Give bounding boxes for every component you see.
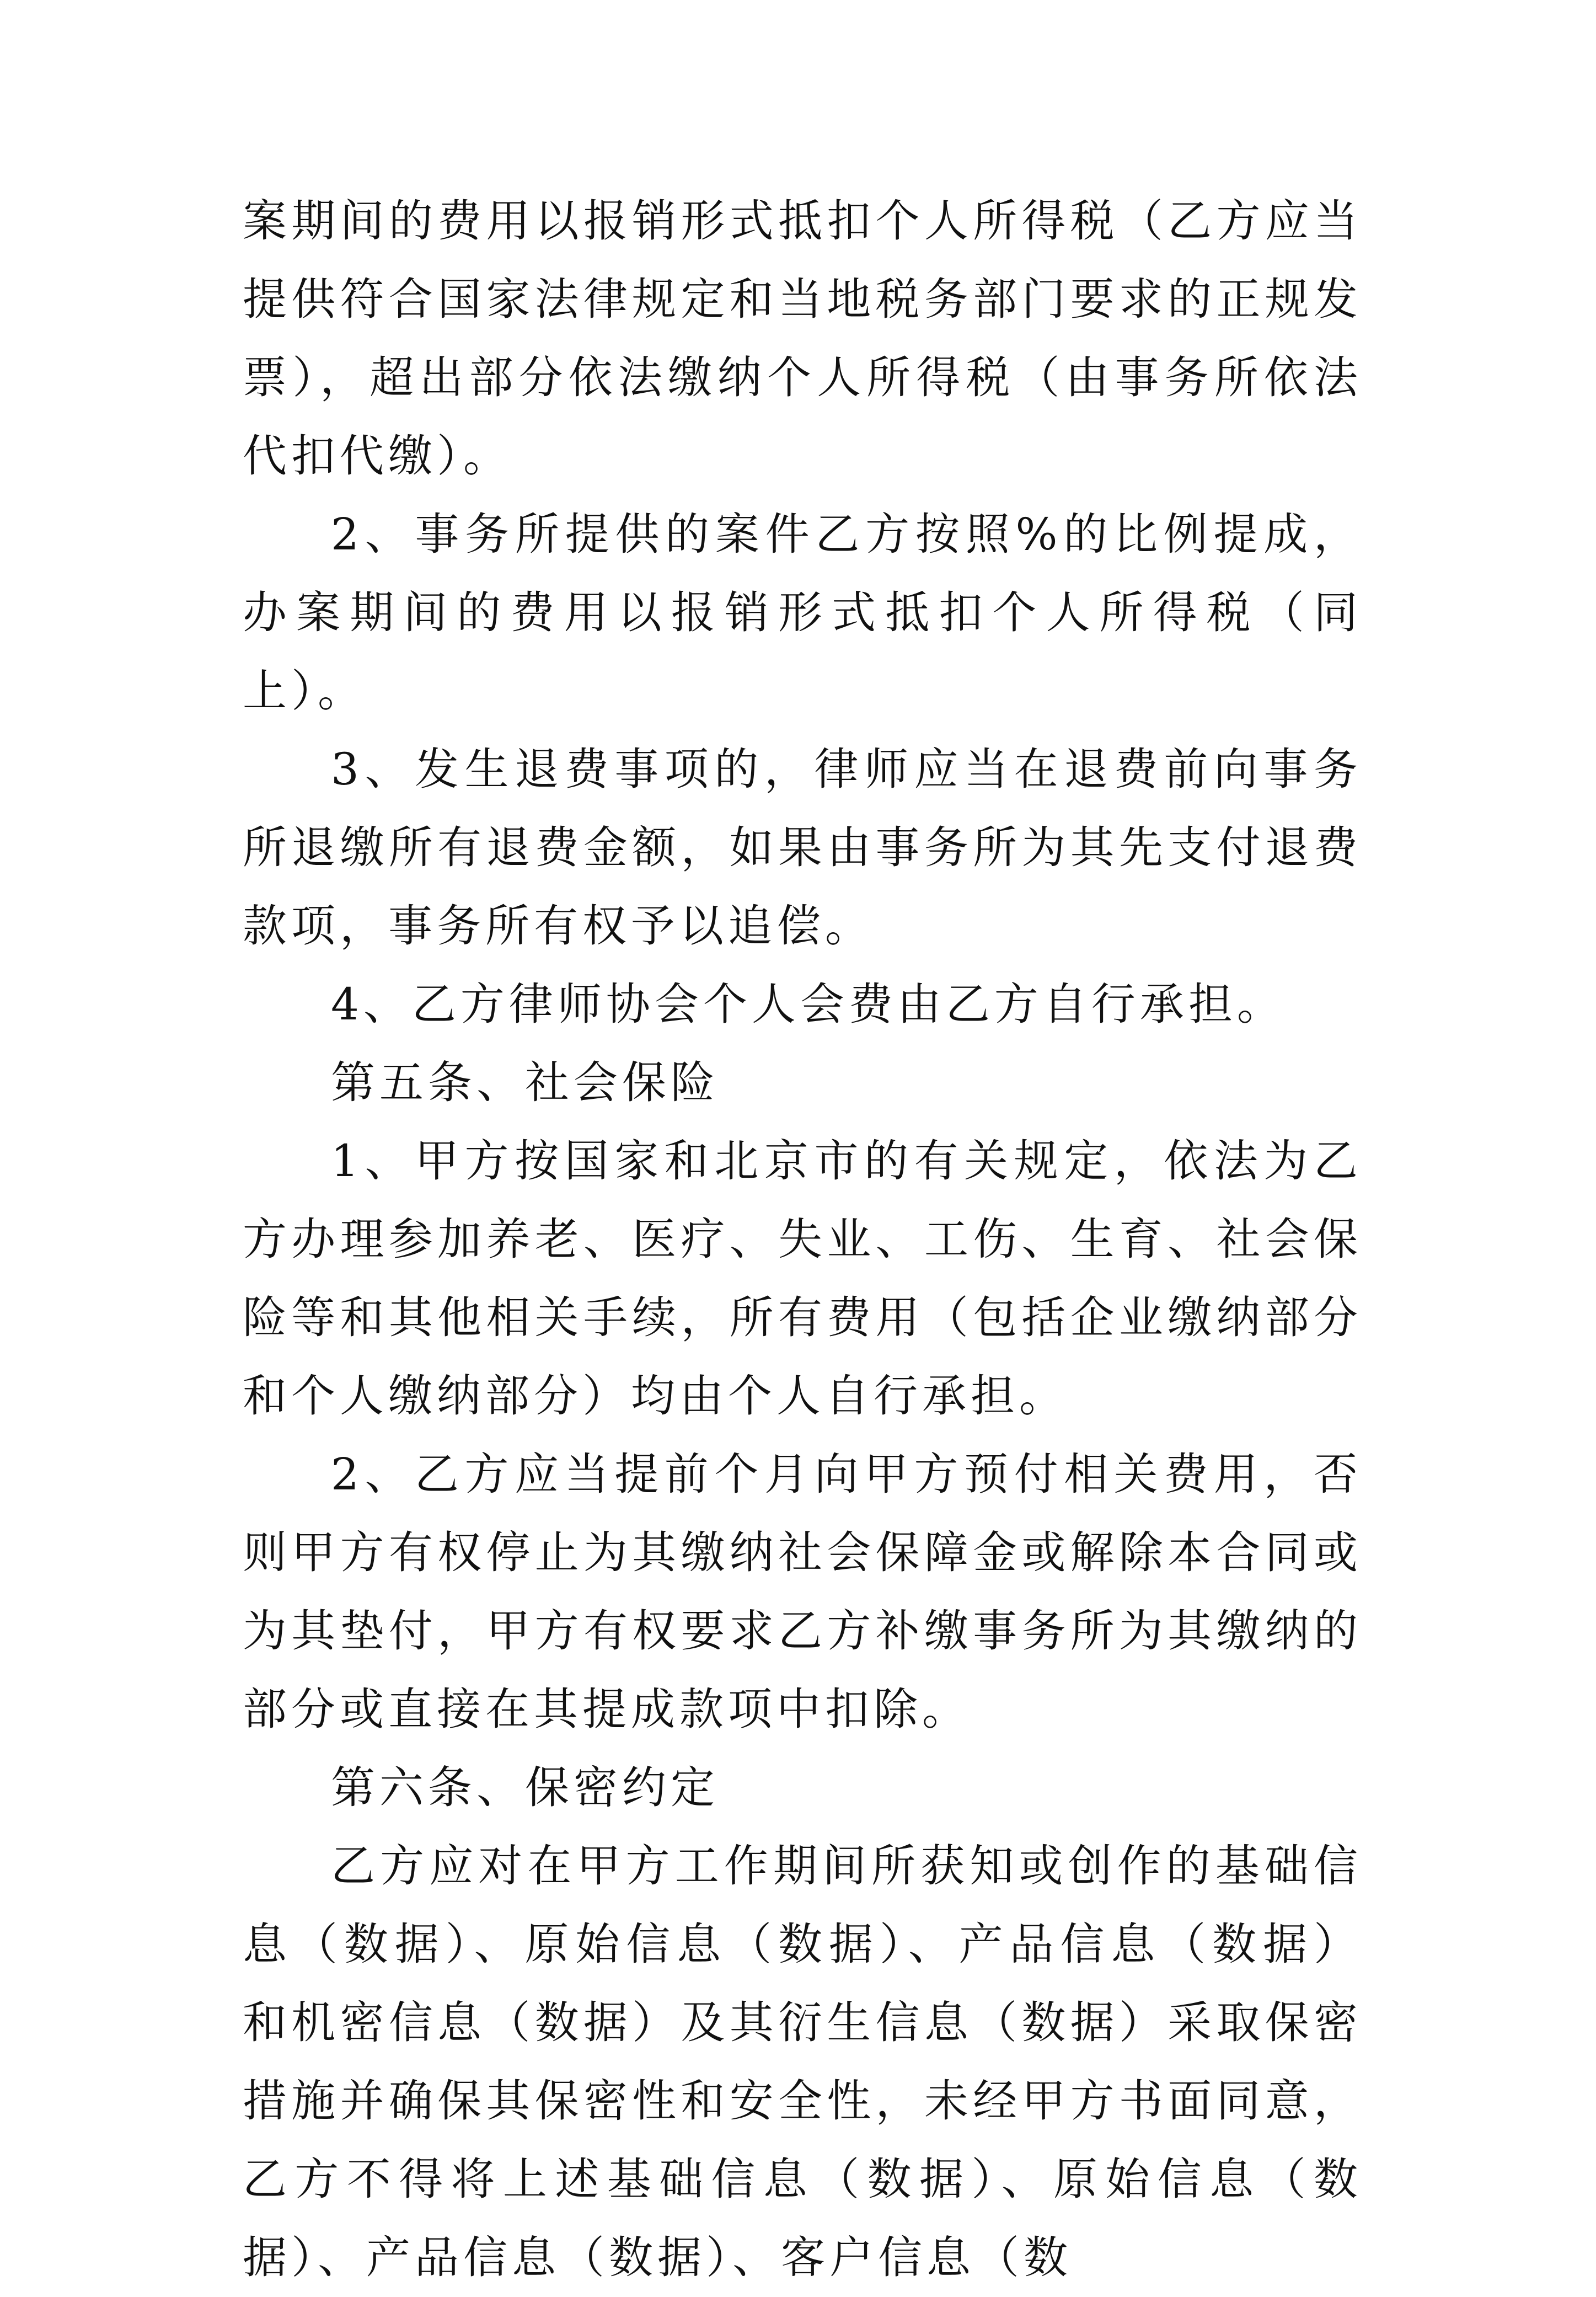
paragraph-article-5-clause-2: 2、乙方应当提前个月向甲方预付相关费用，否则甲方有权停止为其缴纳社会保障金或解除本合同或为其垫付，甲方有权要求乙方补缴事务所为其缴纳的部分或直接在其提成款项中扣除。: [243, 1449, 1362, 1735]
paragraph-continued-expenses: 案期间的费用以报销形式抵扣个人所得税（乙方应当提供符合国家法律规定和当地税务部门要求的正规发票），超出部分依法缴纳个人所得税（由事务所依法代扣代缴）。: [243, 195, 1362, 482]
paragraph-clause-3-refund: 3、发生退费事项的，律师应当在退费前向事务所退缴所有退费金额，如果由事务所为其先支付退费款项，事务所有权予以追偿。: [243, 744, 1362, 952]
section-heading-article-5: 第五条、社会保险: [331, 1057, 719, 1108]
paragraph-article-6-confidentiality: 乙方应对在甲方工作期间所获知或创作的基础信息（数据）、原始信息（数据）、产品信息（数据）和机密信息（数据）及其衍生信息（数据）采取保密措施并确保其保密性和安全性，未经甲方书面同意，乙方不得将上述基础信息（数据）、原始信息（数据）、产品信息（数据）、客户信息（数: [243, 1840, 1362, 2283]
paragraph-clause-4-membership-fee: 4、乙方律师协会个人会费由乙方自行承担。: [331, 979, 1286, 1030]
paragraph-article-5-clause-1: 1、甲方按国家和北京市的有关规定，依法为乙方办理参加养老、医疗、失业、工伤、生育、社会保险等和其他相关手续，所有费用（包括企业缴纳部分和个人缴纳部分）均由个人自行承担。: [243, 1135, 1362, 1422]
section-heading-article-6: 第六条、保密约定: [331, 1762, 719, 1813]
document-body: [243, 182, 1362, 2297]
paragraph-clause-2-commission: 2、事务所提供的案件乙方按照%的比例提成，办案期间的费用以报销形式抵扣个人所得税（同上）。: [243, 509, 1362, 717]
